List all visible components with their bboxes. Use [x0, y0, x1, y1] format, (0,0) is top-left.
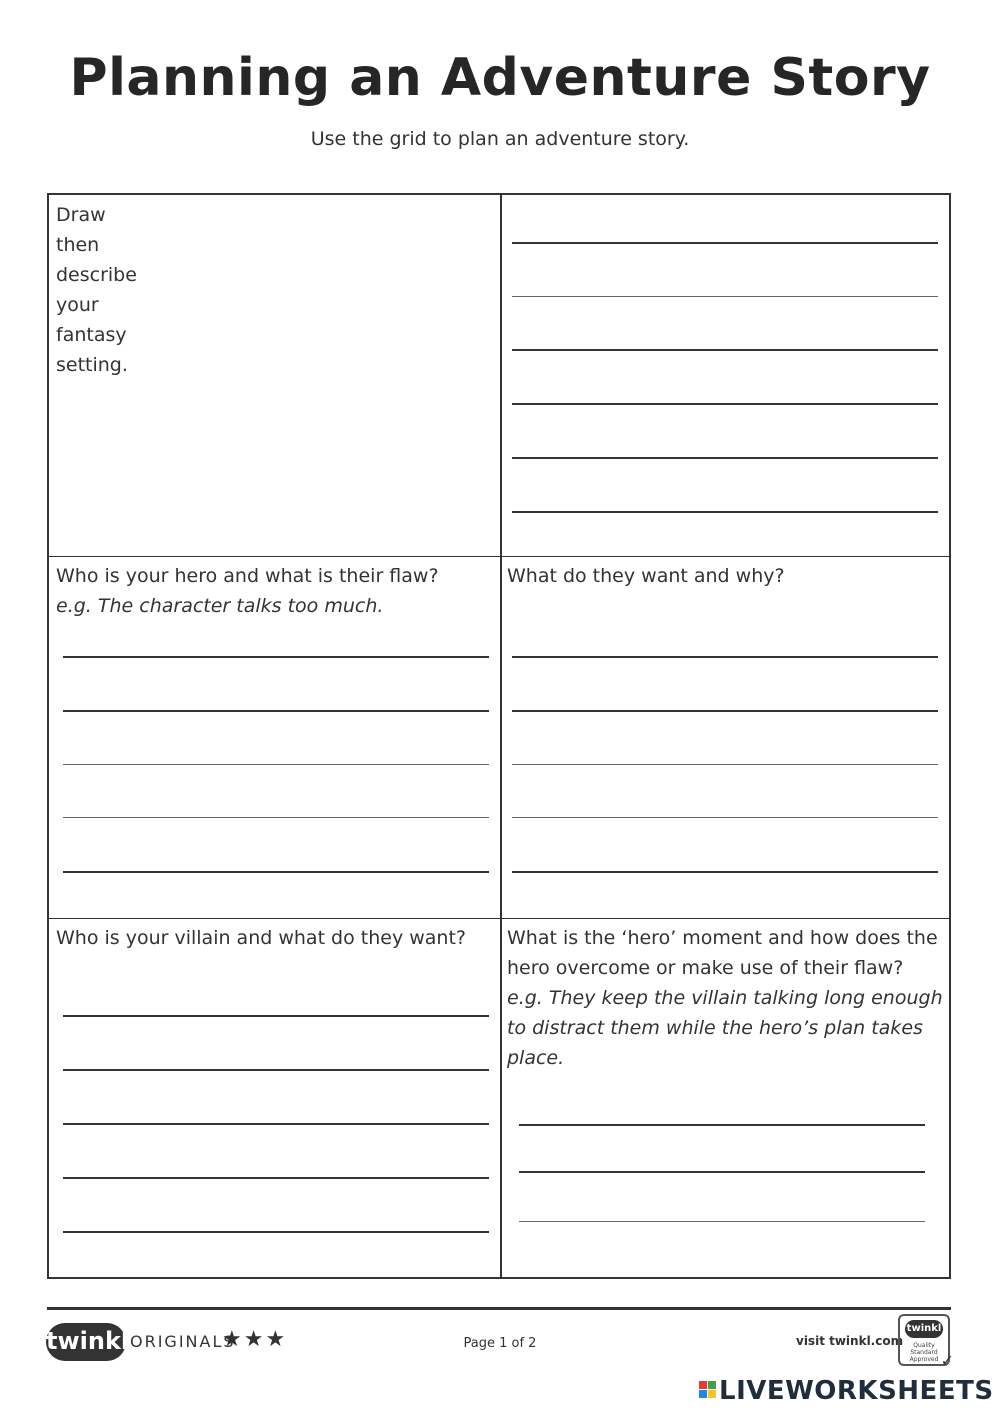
writing-line[interactable]	[63, 1069, 489, 1071]
writing-line[interactable]	[512, 403, 938, 405]
twinkl-logo: twinkl	[46, 1323, 126, 1361]
rating-stars-icon: ★★★	[222, 1327, 288, 1352]
liveworksheets-watermark: LIVEWORKSHEETS	[719, 1376, 994, 1406]
checkmark-icon: ✓	[940, 1351, 954, 1370]
hero-moment-example: e.g. They keep the villain talking long enough to distract them while the hero’s plan takes place.	[507, 987, 943, 1069]
writing-line[interactable]	[519, 1124, 925, 1126]
hero-moment-question: What is the ‘hero’ moment and how does the hero overcome or make use of their flaw?	[507, 927, 938, 979]
page-title: Planning an Adventure Story	[69, 48, 931, 108]
originals-label: ORIGINALS	[130, 1332, 236, 1351]
writing-line[interactable]	[512, 511, 938, 513]
writing-line[interactable]	[63, 871, 489, 873]
writing-line[interactable]	[63, 656, 489, 658]
writing-line[interactable]	[512, 656, 938, 658]
writing-line[interactable]	[512, 871, 938, 873]
writing-line[interactable]	[519, 1171, 925, 1173]
writing-line[interactable]	[63, 764, 489, 765]
want-prompt: What do they want and why?	[507, 565, 785, 587]
villain-prompt: Who is your villain and what do they want?	[56, 927, 467, 949]
badge-text: Quality Standard Approved	[909, 1342, 939, 1363]
hero-prompt	[56, 561, 496, 621]
grid-row-divider	[49, 918, 949, 919]
grid-vertical-divider	[500, 195, 502, 1277]
writing-line[interactable]	[512, 242, 938, 244]
lw-square-icon	[699, 1390, 707, 1398]
lw-square-icon	[708, 1390, 716, 1398]
writing-line[interactable]	[63, 1231, 489, 1233]
hero-moment-prompt	[507, 923, 947, 1073]
writing-line[interactable]	[512, 296, 938, 297]
footer-rule	[47, 1307, 951, 1310]
writing-line[interactable]	[63, 817, 489, 818]
hero-question: Who is your hero and what is their flaw?	[56, 565, 439, 587]
writing-line[interactable]	[512, 764, 938, 765]
page-number: Page 1 of 2	[463, 1336, 537, 1351]
writing-line[interactable]	[63, 1015, 489, 1017]
grid-row-divider	[49, 556, 949, 557]
writing-line[interactable]	[512, 817, 938, 818]
setting-prompt: Draw then describe your fantasy setting.	[56, 204, 137, 376]
writing-line[interactable]	[512, 457, 938, 459]
badge-logo: twinkl	[905, 1320, 943, 1338]
planning-grid	[47, 193, 951, 1279]
lw-square-icon	[699, 1381, 707, 1389]
writing-line[interactable]	[63, 710, 489, 712]
writing-line[interactable]	[63, 1123, 489, 1125]
writing-line[interactable]	[512, 349, 938, 351]
page-subtitle: Use the grid to plan an adventure story.	[310, 128, 690, 150]
writing-line[interactable]	[63, 1177, 489, 1179]
writing-line[interactable]	[519, 1221, 925, 1222]
visit-link[interactable]: visit twinkl.com	[796, 1334, 904, 1348]
drawing-area[interactable]	[51, 235, 496, 550]
lw-square-icon	[708, 1381, 716, 1389]
quality-badge-icon	[898, 1314, 954, 1370]
writing-line[interactable]	[512, 710, 938, 712]
hero-example: e.g. The character talks too much.	[56, 595, 384, 617]
